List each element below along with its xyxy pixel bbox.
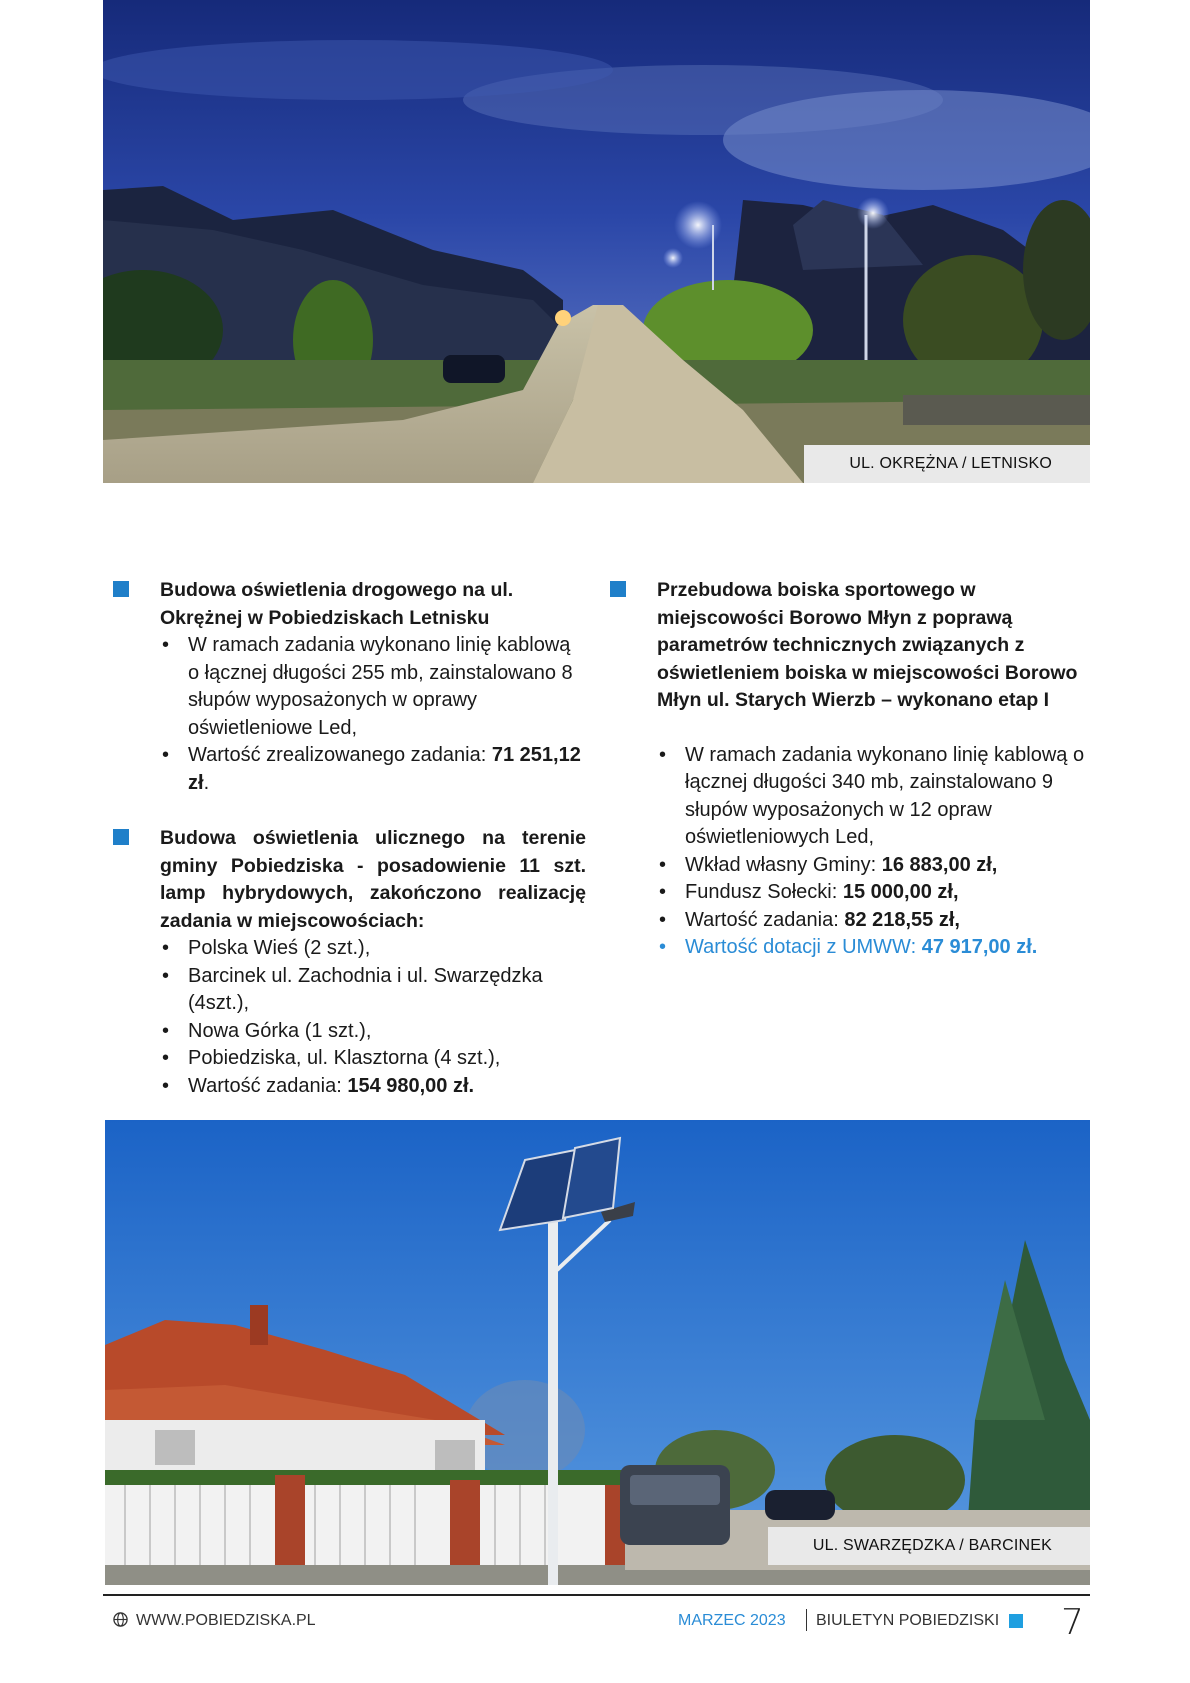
- list-item: [160, 963, 586, 1018]
- list-item-value: 47 917,00 zł.: [921, 936, 1038, 958]
- section-heading: Budowa oświetlenia ulicznego na terenie gminy Pobiedziska - posadowienie 11 szt. lamp hybrydowych, zakończono realizację zadania w miejscowościach:: [160, 827, 586, 932]
- page-footer: [103, 1594, 1090, 1643]
- section-list: [160, 935, 586, 1100]
- footer-separator: [806, 1609, 807, 1631]
- list-item: [160, 1073, 586, 1101]
- footer-square-icon: [1009, 1614, 1023, 1628]
- list-item-text: Fundusz Sołecki:: [685, 881, 843, 903]
- left-column: [113, 577, 586, 1100]
- footer-month: MARZEC 2023: [678, 1612, 786, 1629]
- photo-top-caption: UL. OKRĘŻNA / LETNISKO: [804, 445, 1090, 483]
- list-item-text: Wartość zadania:: [685, 908, 845, 931]
- globe-icon: [113, 1612, 128, 1627]
- list-item: [657, 907, 1090, 935]
- list-item: [657, 879, 1090, 907]
- list-item-value: 154 980,00 zł.: [347, 1074, 475, 1097]
- list-item-text: Wartość zadania:: [188, 1074, 348, 1097]
- list-item: [657, 742, 1090, 852]
- list-item: [160, 742, 586, 797]
- section-heading: Przebudowa boiska sportowego w miejscowości Borowo Młyn z poprawą parametrów technicznych związanych z oświetleniem boiska w miejscowości Borowo Młyn ul. Starych Wierzb – wykonano etap I: [657, 579, 1078, 711]
- section-bullet-square-icon: [610, 581, 626, 597]
- list-item-value: 71 251,12 zł: [188, 744, 581, 794]
- section-heading: Budowa oświetlenia drogowego na ul. Okrężnej w Pobiedziskach Letnisku: [160, 579, 514, 629]
- list-item-text: Wartość dotacji z UMWW:: [685, 936, 922, 958]
- list-item-text: Nowa Górka (1 szt.),: [188, 1019, 372, 1042]
- list-item-highlighted: [657, 934, 1090, 962]
- footer-website-link[interactable]: [113, 1612, 316, 1630]
- list-item-text: Wartość zrealizowanego zadania:: [188, 744, 492, 766]
- list-item: [160, 632, 586, 742]
- list-item-text: Pobiedziska, ul. Klasztorna (4 szt.),: [188, 1047, 501, 1069]
- list-item-value: 82 218,55 zł,: [844, 908, 960, 931]
- list-item-value: 15 000,00 zł,: [842, 881, 959, 903]
- list-item: [160, 935, 586, 963]
- section-bullet-square-icon: [113, 581, 129, 597]
- section-list: [160, 632, 586, 797]
- list-item-text: Wkład własny Gminy:: [685, 853, 882, 876]
- page-number: 7: [1061, 1602, 1084, 1643]
- list-item-tail: .: [203, 771, 210, 794]
- photo-top-street-night: [103, 0, 1090, 483]
- photo-bottom-caption: UL. SWARZĘDZKA / BARCINEK: [768, 1527, 1090, 1565]
- section-borowo-mlyn: [610, 577, 1090, 962]
- list-item: [160, 1045, 586, 1073]
- section-list: [657, 742, 1090, 962]
- photo-bottom-solar-lamp: [105, 1120, 1090, 1585]
- section-bullet-square-icon: [113, 829, 129, 845]
- right-column: [610, 577, 1090, 962]
- list-item-text: W ramach zadania wykonano linię kablową o łącznej długości 255 mb, zainstalowano 8 słupów wyposażonych w oprawy oświetleniowe Led,: [188, 634, 573, 739]
- footer-divider: [103, 1594, 1090, 1596]
- section-hybrid-lamps: [113, 825, 586, 1100]
- list-item-value: 16 883,00 zł,: [881, 853, 998, 876]
- list-item: [657, 852, 1090, 880]
- list-item-text: Barcinek ul. Zachodnia i ul. Swarzędzka (4szt.),: [188, 964, 543, 1014]
- list-item: [160, 1018, 586, 1046]
- footer-website-text: WWW.POBIEDZISKA.PL: [136, 1612, 316, 1629]
- footer-bulletin-title: BIULETYN POBIEDZISKI: [816, 1612, 1000, 1629]
- section-okrezna: [113, 577, 586, 797]
- list-item-text: W ramach zadania wykonano linię kablową o łącznej długości 340 mb, zainstalowano 9 słupów wyposażonych w 12 opraw oświetleniowych Led,: [685, 743, 1085, 848]
- list-item-text: Polska Wieś (2 szt.),: [188, 937, 371, 959]
